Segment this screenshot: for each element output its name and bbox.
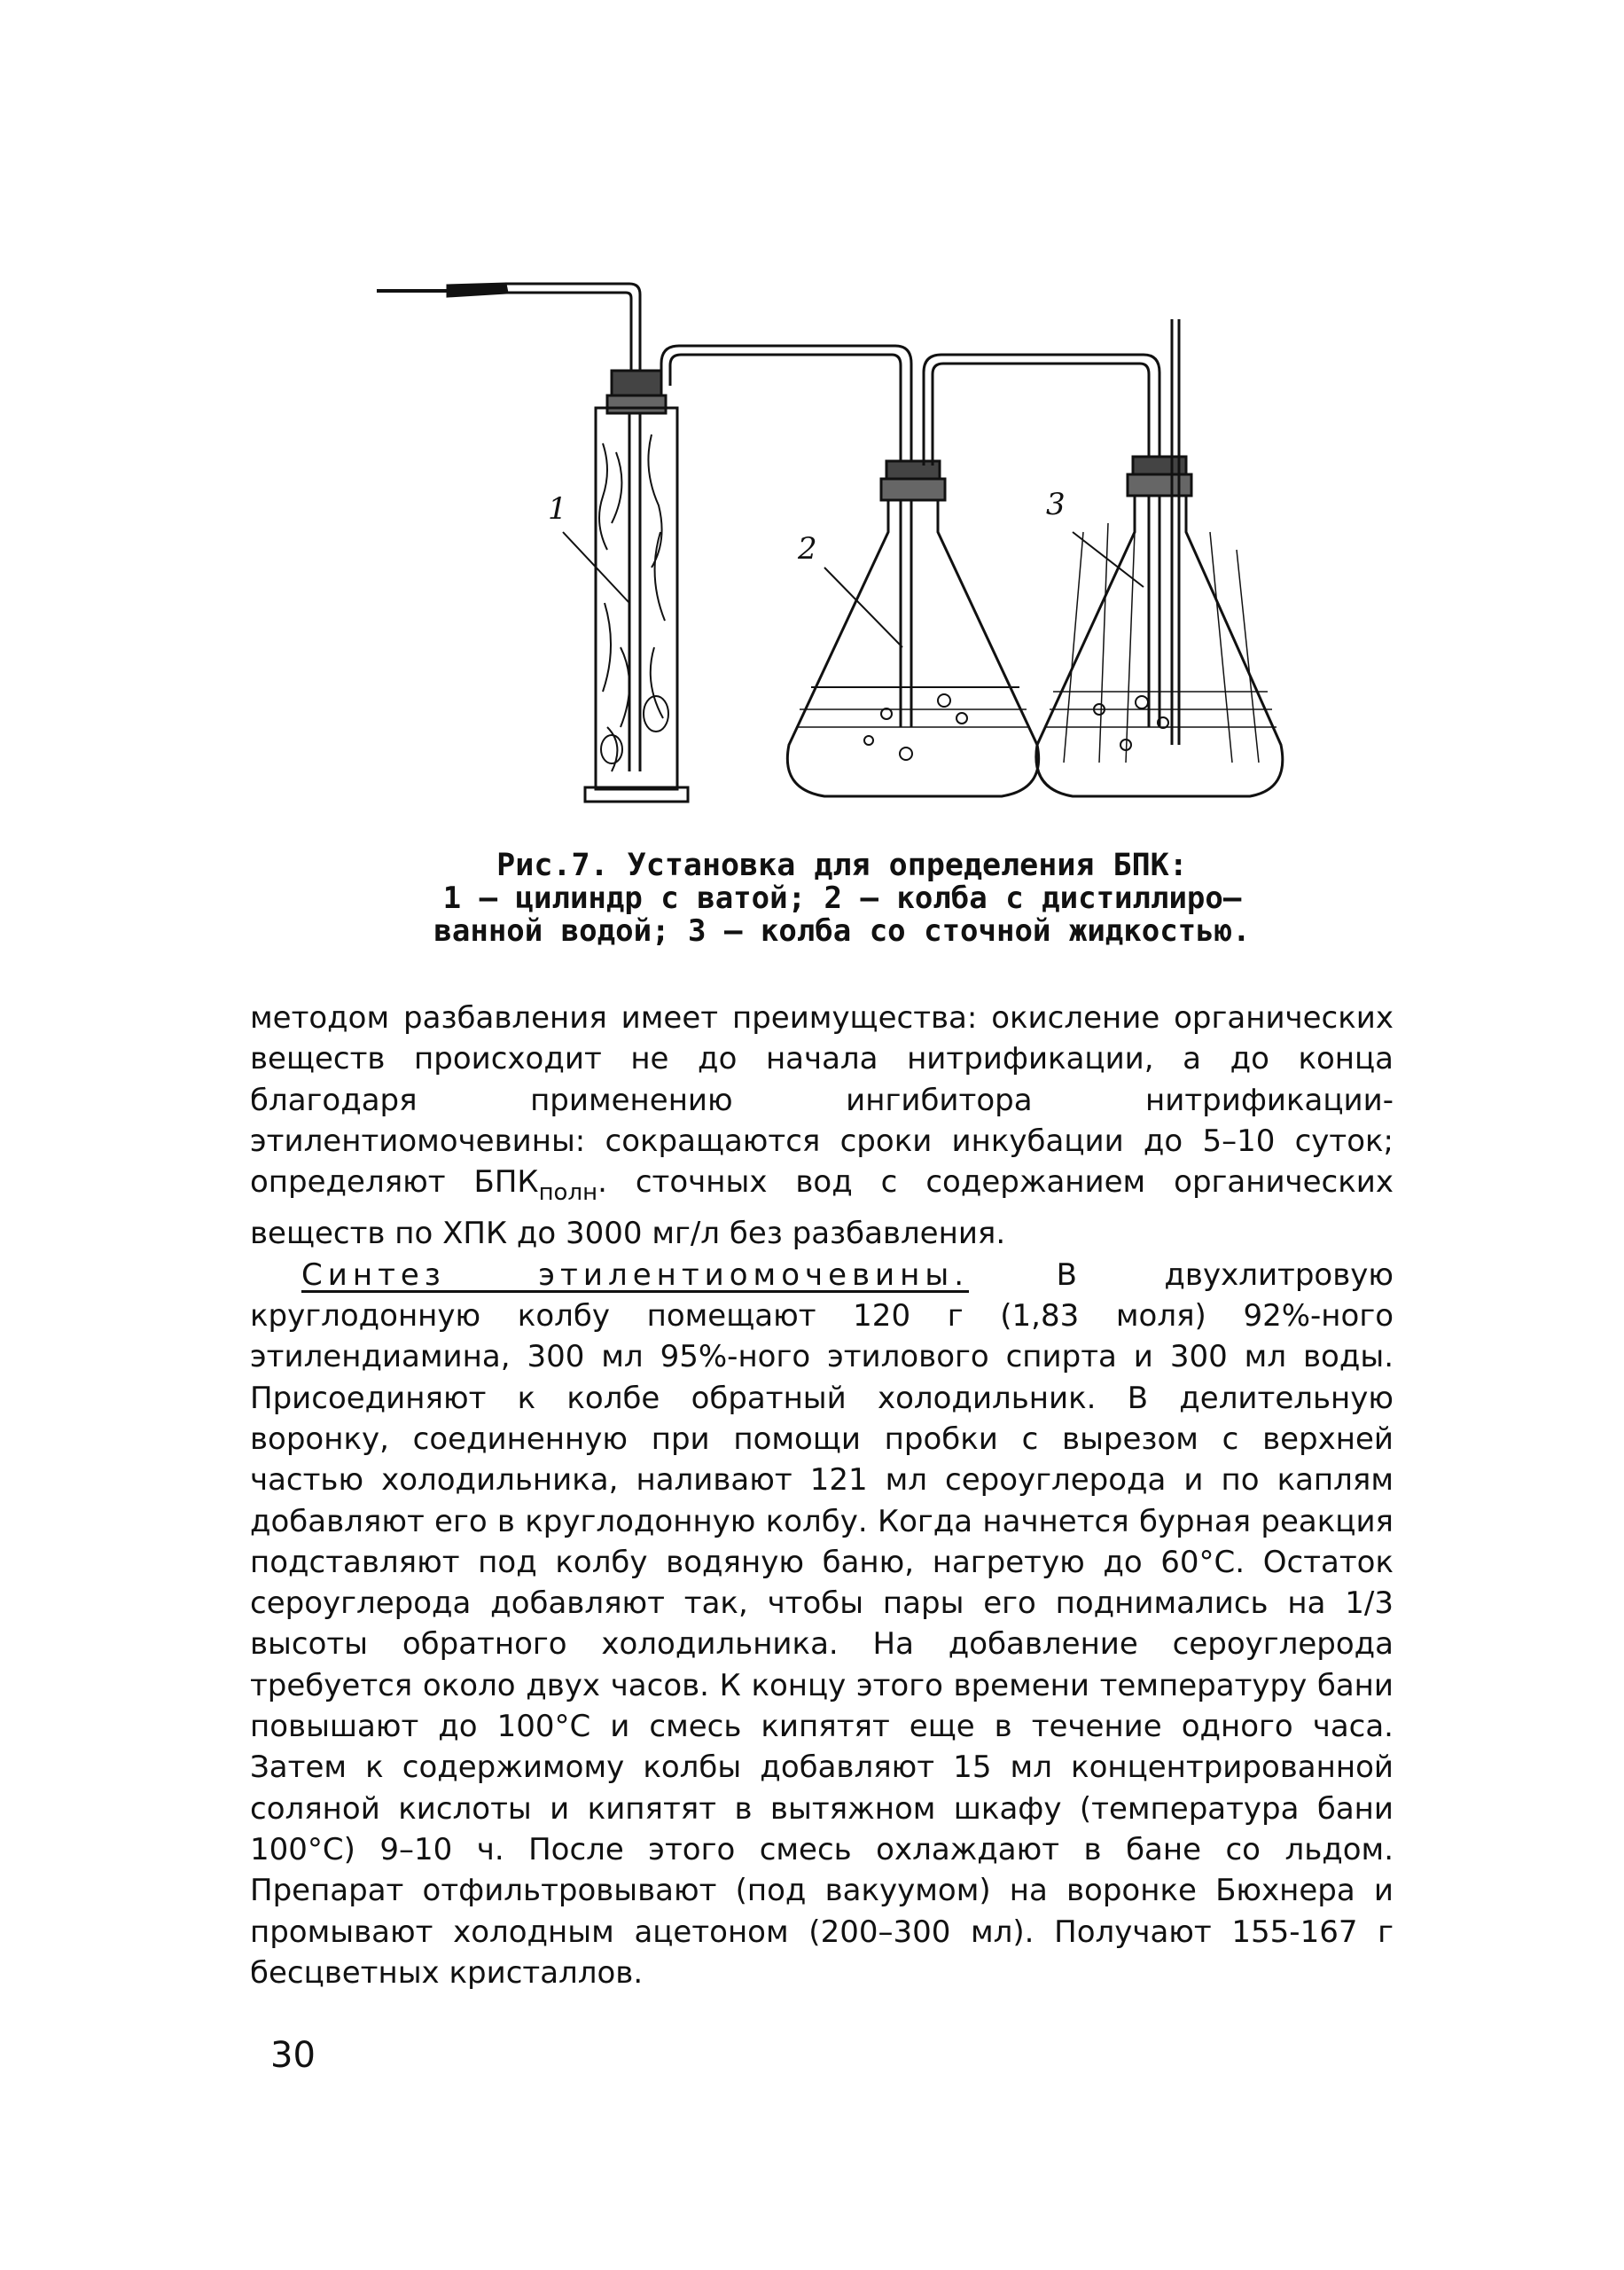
cylinder-with-cotton — [585, 371, 688, 802]
flask-distilled-water — [787, 461, 1038, 796]
caption-title: Рис.7. Установка для определения БПК: — [496, 848, 1188, 883]
inlet-tube — [377, 284, 640, 371]
paragraph-1 — [250, 998, 1394, 1255]
paragraph-2-text: В двухлитровую круглодонную колбу помещают 120 г (1,83 моля) 92%-ного этилендиамина, 300 мл 95%-ного этилового спирта и 300 мл воды. Присоединяют к колбе обратный холодильник. В делительную воронку, соединенную при помощи пробки с вырезом с верхней частью холодильника, наливают 121 мл сероуглерода и по каплям добавляют его в круглодонную колбу. Когда начнется бурная реакция подставляют под колбу водяную баню, нагретую до 60°С. Остаток сероуглерода добавляют так, чтобы пары его поднимались на 1/3 высоты обратного холодильника. На добавление сероуглерода требуется около двух часов. К концу этого времени температуру бани повышают до 100°С и смесь кипятят еще в течение одного часа. Затем к содержимому колбы добавляют 15 мл концентрированной соляной кислоты и кипятят в вытяжном шкафу (температура бани 100°С) 9–10 ч. После этого смесь охлаждают в бане со льдом. Препарат отфильтровывают (под вакуумом) на воронке Бюхнера и промывают холодным ацетоном (200–300 мл). Получают 155-167 г бесцветных кристаллов. — [250, 1256, 1394, 1991]
connector-tube-1 — [661, 346, 911, 727]
caption-line-2: 1 – цилиндр с ватой; 2 – колба с дистиллиро– — [442, 881, 1242, 916]
body-text — [250, 998, 1394, 1993]
section-heading: Синтез этилентиомочевины. — [301, 1256, 970, 1293]
paragraph-2 — [250, 1255, 1394, 1993]
bod-apparatus-figure — [363, 266, 1303, 834]
page-number: 30 — [270, 2035, 316, 2076]
bod-subscript: полн — [538, 1179, 598, 1207]
connector-tube-2 — [924, 355, 1159, 727]
figure-label-3: 3 — [1046, 487, 1066, 522]
figure-label-2: 2 — [798, 531, 817, 567]
caption-line-3: ванной водой; 3 – колба со сточной жидкостью. — [433, 913, 1251, 949]
figure-caption — [372, 849, 1312, 948]
figure-label-1: 1 — [548, 491, 567, 527]
paragraph-1-text-b: . сточных вод с содержанием органических веществ по ХПК до 3000 мг/л без разбавления. — [250, 1164, 1394, 1252]
paragraph-1-text-a: методом разбавления имеет преимущества: окисление органических веществ происходит не до начала нитрификации, а до конца благодаря применению ингибитора нитрификации-этилентиомочевины: сокращаются сроки инкубации до 5–10 суток; определяют БПК — [250, 1000, 1394, 1201]
